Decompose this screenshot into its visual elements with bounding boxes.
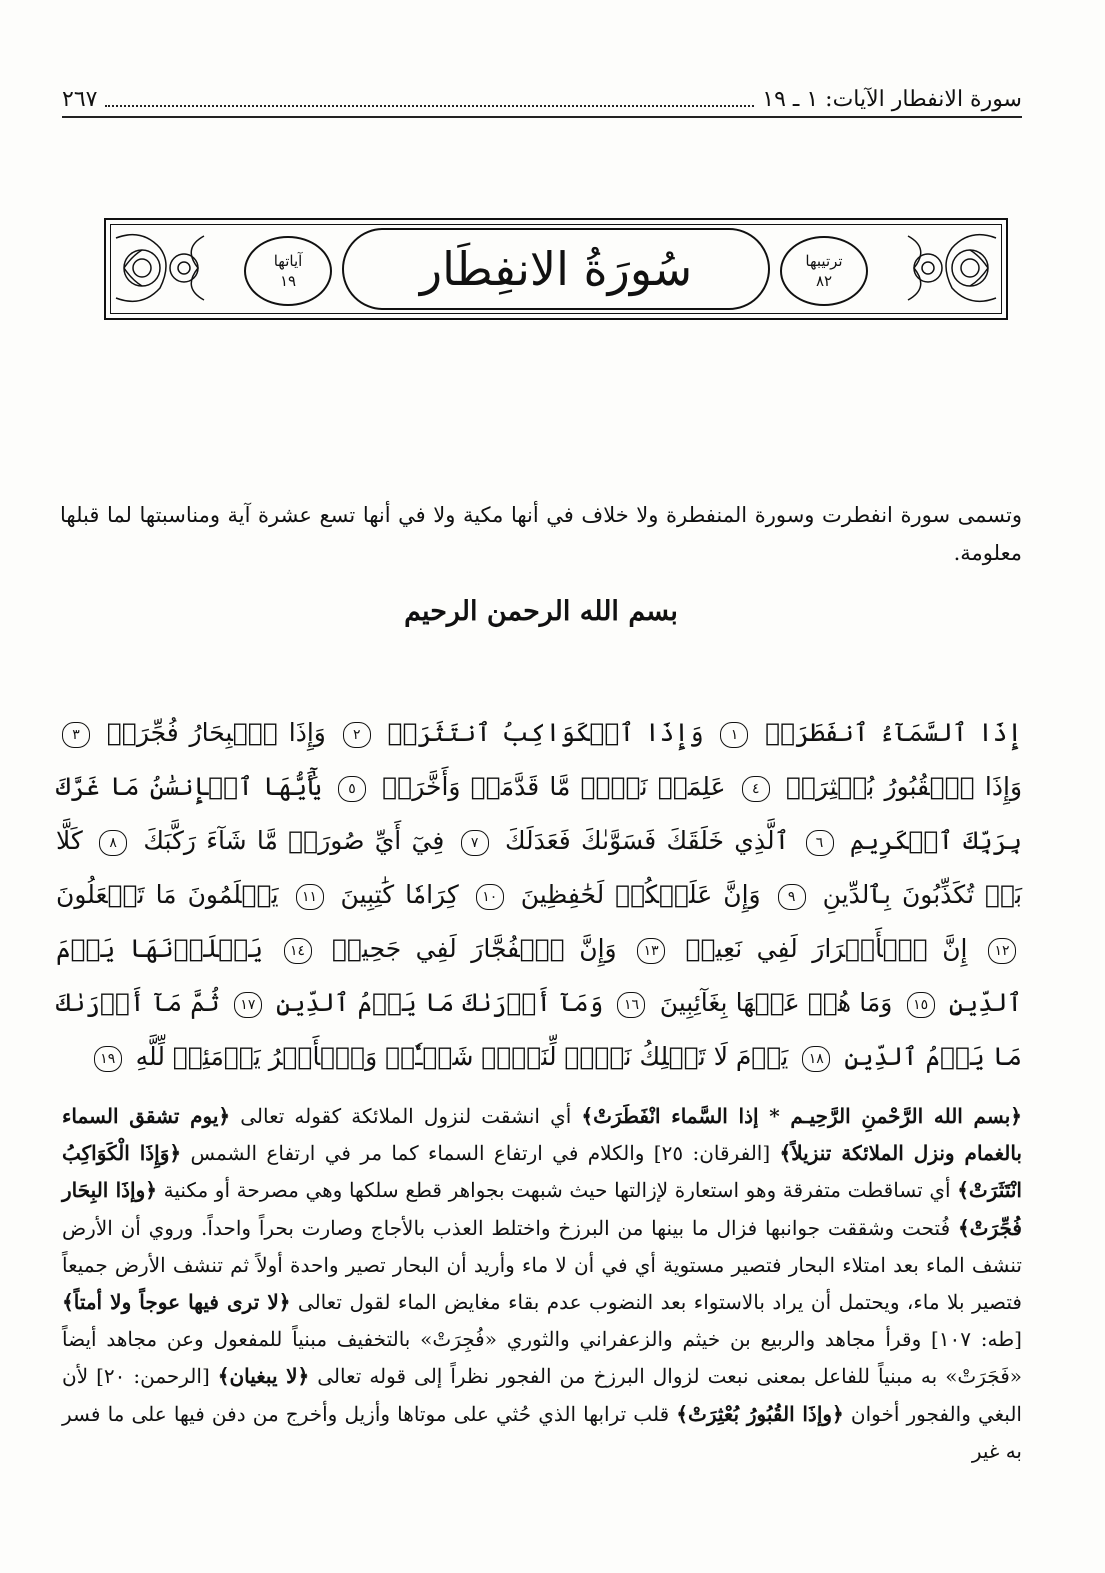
verse-number-marker: ١٠	[476, 884, 504, 910]
verse-number-marker: ٧	[461, 830, 489, 856]
order-value: ٨٢	[815, 272, 833, 290]
commentary-text: فُتحت وشققت جوانبها فزال ما بينها من البرزخ واختلط العذب بالأجاج وصارت بحراً واحداً. وروي أن الأرض تنشف الماء بعد امتلاء البحار فتصير مستوية أي في أن لا ماء وأريد أن البحار تصير واحدة أولاً ثم تنشف الأرض جميعاً فتصير بلا ماء، ويحتمل أن يراد بالاستواء بعد النضوب عدم بقاء مغايض الماء لقول تعالى	[62, 1215, 1022, 1315]
verses-value: ١٩	[279, 272, 297, 290]
header-title: سورة الانفطار الآيات: ١ ـ ١٩	[762, 86, 1022, 112]
commentary-text: [الفرقان: ٢٥] والكلام في ارتفاع السماء كما مر في ارتفاع الشمس	[181, 1141, 780, 1166]
running-header	[62, 82, 1022, 116]
verse-text: يَوۡمَ لَا تَمۡلِكُ نَفۡسٞ لِّنَفۡسٖ شَيۡـٔٗاۖ وَٱلۡأَمۡرُ يَوۡمَئِذٖ لِّلَّهِ	[135, 1042, 789, 1071]
verse-number-marker: ١	[720, 722, 748, 748]
quote: ﴿لا ترى فيها عوجاً ولا أمتاً﴾	[62, 1290, 291, 1315]
commentary-text: [الرحمن: ٢٠] لأن البغي والفجور أخوان	[62, 1364, 1022, 1426]
commentary-text: أي انشقت لنزول الملائكة كقوله تعالى	[230, 1104, 582, 1128]
verse-text: وَإِذَا ٱلۡكَوَاكِبُ ٱنتَثَرَتۡ	[387, 718, 704, 747]
verse-number-marker: ١٤	[284, 938, 312, 964]
arabesque-ornament-left-icon	[112, 228, 208, 308]
commentary-paragraph	[62, 1098, 1022, 1470]
commentary-text: [طه: ١٠٧] وقرأ مجاهد والربيع بن خيثم والزعفراني والثوري «فُجِرَتْ» بالتخفيف مبنياً للمفعول وعن مجاهد أيضاً «فَجَرَتْ» به مبنياً للفاعل بمعنى نبعت لزوال البرزخ من الفجور نظراً إلى قوله تعالى	[62, 1327, 1022, 1389]
verses-medallion	[244, 236, 332, 306]
verse-number-marker: ٦	[806, 830, 834, 856]
verse-number-marker: ١٩	[94, 1046, 122, 1072]
verse-number-marker: ١١	[296, 884, 324, 910]
verse-text: يَعۡلَمُونَ مَا تَفۡعَلُونَ	[56, 880, 279, 909]
verse-number-marker: ٣	[62, 722, 90, 748]
surah-name: سُورَةُ الانفِطَار	[419, 242, 693, 296]
verse-number-marker: ١٥	[907, 992, 935, 1018]
verse-text: عَلِمَتۡ نَفۡسٞ مَّا قَدَّمَتۡ وَأَخَّرَتۡ	[382, 772, 726, 801]
verse-text: وَإِنَّ ٱلۡفُجَّارَ لَفِي جَحِيمٖ	[332, 934, 617, 963]
commentary-text: قلب ترابها الذي حُثي على موتاها وأزيل وأخرج من دفن فيها على ما فسر به غير	[62, 1401, 1022, 1463]
header-rule	[62, 116, 1022, 118]
verse-text: وَإِذَا ٱلۡقُبُورُ بُعۡثِرَتۡ	[785, 772, 1023, 801]
commentary-text: أي تساقطت متفرقة وهو استعارة لإزالتها حيث شبهت بجواهر قطع سلكها وهي مصرحة أو مكنية	[156, 1178, 958, 1203]
commentary	[62, 1098, 1022, 1470]
quote: ﴿بسم الله الرَّحْمنِ الرَّحِيـم * إذا السَّماء انْفَطَرَتْ﴾	[581, 1104, 1022, 1128]
surah-name-cartouche	[342, 228, 770, 310]
verse-number-marker: ٢	[343, 722, 371, 748]
order-medallion	[780, 236, 868, 306]
verse-text: يَٰٓأَيُّهَا ٱلۡإِنسَٰنُ مَا غَرَّكَ بِرَبِّكَ ٱلۡكَرِيمِ	[56, 772, 1022, 855]
verse-number-marker: ١٣	[637, 938, 665, 964]
verse-text: ٱلَّذِي خَلَقَكَ فَسَوَّىٰكَ فَعَدَلَكَ	[504, 826, 790, 855]
quote: ﴿يوم تشقق السماء بالغمام ونزل الملائكة تنزيلاً﴾	[62, 1104, 1022, 1166]
verse-text: وَمَآ أَدۡرَىٰكَ مَا يَوۡمُ ٱلدِّينِ	[276, 988, 604, 1017]
verse-number-marker: ٥	[338, 776, 366, 802]
verse-text: وَإِنَّ عَلَيۡكُمۡ لَحَٰفِظِينَ	[520, 880, 761, 909]
verse-text: يَصۡلَوۡنَهَا يَوۡمَ ٱلدِّينِ	[56, 934, 1023, 1017]
quote: ﴿لا يبغيان﴾	[217, 1364, 310, 1389]
verse-number-marker: ٨	[99, 830, 127, 856]
verse-text: كِرَامٗا كَٰتِبِينَ	[340, 880, 459, 909]
surah-banner	[104, 218, 1008, 320]
basmala-heading: بسم الله الرحمن الرحيم	[404, 596, 678, 627]
verse-text: كَلَّا بَلۡ تُكَذِّبُونَ بِٱلدِّينِ	[56, 826, 1023, 909]
order-label: ترتيبها	[805, 252, 843, 270]
verse-text: ثُمَّ مَآ أَدۡرَىٰكَ مَا يَوۡمُ ٱلدِّينِ	[56, 988, 1022, 1071]
verse-text: فِيٓ أَيِّ صُورَةٖ مَّا شَآءَ رَكَّبَكَ	[143, 826, 445, 855]
verse-text: إِنَّ ٱلۡأَبۡرَارَ لَفِي نَعِيمٖ	[685, 934, 968, 963]
intro-paragraph: وتسمى سورة انفطرت وسورة المنفطرة ولا خلاف في أنها مكية ولا في أنها تسع عشرة آية ومناسبتها لما قبلها معلومة.	[60, 503, 1022, 565]
arabesque-ornament-right-icon	[904, 228, 1000, 308]
verse-text: وَمَا هُمۡ عَنۡهَا بِغَآئِبِينَ	[659, 988, 893, 1017]
quote: ﴿وَإِذَا الْكَوَاكِبُ انْتَثَرَتْ﴾	[62, 1141, 1022, 1203]
verse-text: إِذَا ٱلسَّمَآءُ ٱنفَطَرَتۡ	[765, 718, 1023, 747]
verse-number-marker: ١٢	[988, 938, 1016, 964]
header-dot-leader	[105, 91, 754, 107]
verse-number-marker: ١٧	[234, 992, 262, 1018]
verses-label: آياتها	[273, 252, 303, 270]
verse-number-marker: ١٦	[617, 992, 645, 1018]
verse-number-marker: ١٨	[802, 1046, 830, 1072]
quote: ﴿وإذَا البِحَار فُجِّرَتْ﴾	[62, 1178, 1022, 1240]
verse-number-marker: ٩	[778, 884, 806, 910]
page-number: ٢٦٧	[62, 86, 98, 112]
verse-text: وَإِذَا ٱلۡبِحَارُ فُجِّرَتۡ	[106, 718, 326, 747]
quran-text	[56, 706, 1022, 1084]
quote: ﴿وإذَا القُبُورُ بُعْثِرَتْ﴾	[676, 1401, 844, 1426]
verse-number-marker: ٤	[742, 776, 770, 802]
